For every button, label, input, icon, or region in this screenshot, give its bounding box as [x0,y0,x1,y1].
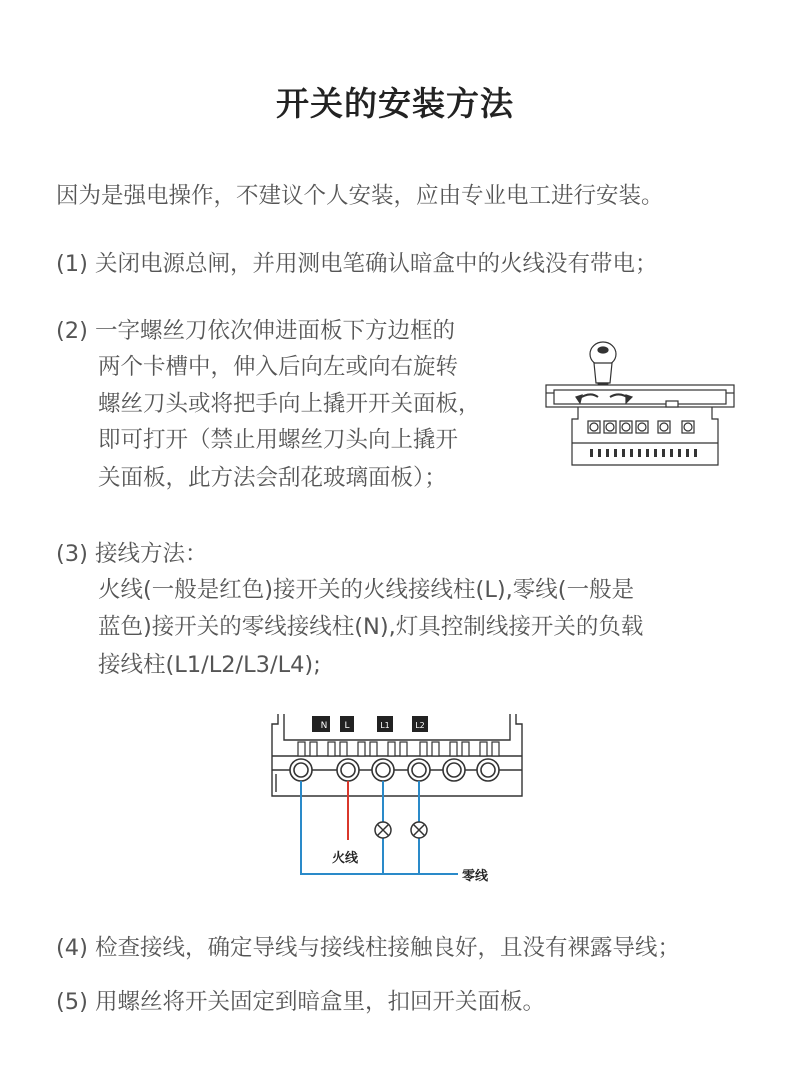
step-2-line: 螺丝刀头或将把手向上撬开开关面板， [98,391,481,417]
step-3-line: 火线(一般是红色)接开关的火线接线柱(L),零线(一般是 [98,577,635,603]
terminal-screws [588,421,694,433]
terminal-label-l1: L1 [380,721,390,730]
step-3-line: (3) 接线方法： [56,541,208,567]
step-3-line: 接线柱(L1/L2/L3/L4); [98,652,321,678]
lamp-icon [411,822,427,838]
live-wire-label: 火线 [332,851,359,866]
lamp-icon [375,822,391,838]
step-2-line: (2) 一字螺丝刀依次伸进面板下方边框的 [56,318,456,344]
step-2-line: 即可打开（禁止用螺丝刀头向上撬开 [98,427,459,453]
neutral-wire-label: 零线 [462,869,489,884]
step-4: (4) 检查接线，确定导线与接线柱接触良好，且没有裸露导线； [56,935,681,961]
step-2-line: 关面板，此方法会刮花玻璃面板）； [98,465,447,491]
terminal-label-boxes [312,716,428,732]
page-title: 开关的安装方法 [276,84,514,123]
terminal-label-n: N [320,721,328,731]
step-3-line: 蓝色)接开关的零线接线柱(N),灯具控制线接开关的负载 [98,614,644,640]
step-1: (1) 关闭电源总闸，并用测电笔确认暗盒中的火线没有带电； [56,251,658,277]
panel-opening-illustration [540,335,740,475]
intro-text: 因为是强电操作，不建议个人安装，应由专业电工进行安装。 [56,183,664,209]
wiring-diagram [270,710,530,890]
terminal-label-l2: L2 [415,721,425,730]
terminal-label-l: L [344,721,350,731]
step-5: (5) 用螺丝将开关固定到暗盒里，扣回开关面板。 [56,989,546,1015]
step-2-line: 两个卡槽中，伸入后向左或向右旋转 [98,354,459,380]
